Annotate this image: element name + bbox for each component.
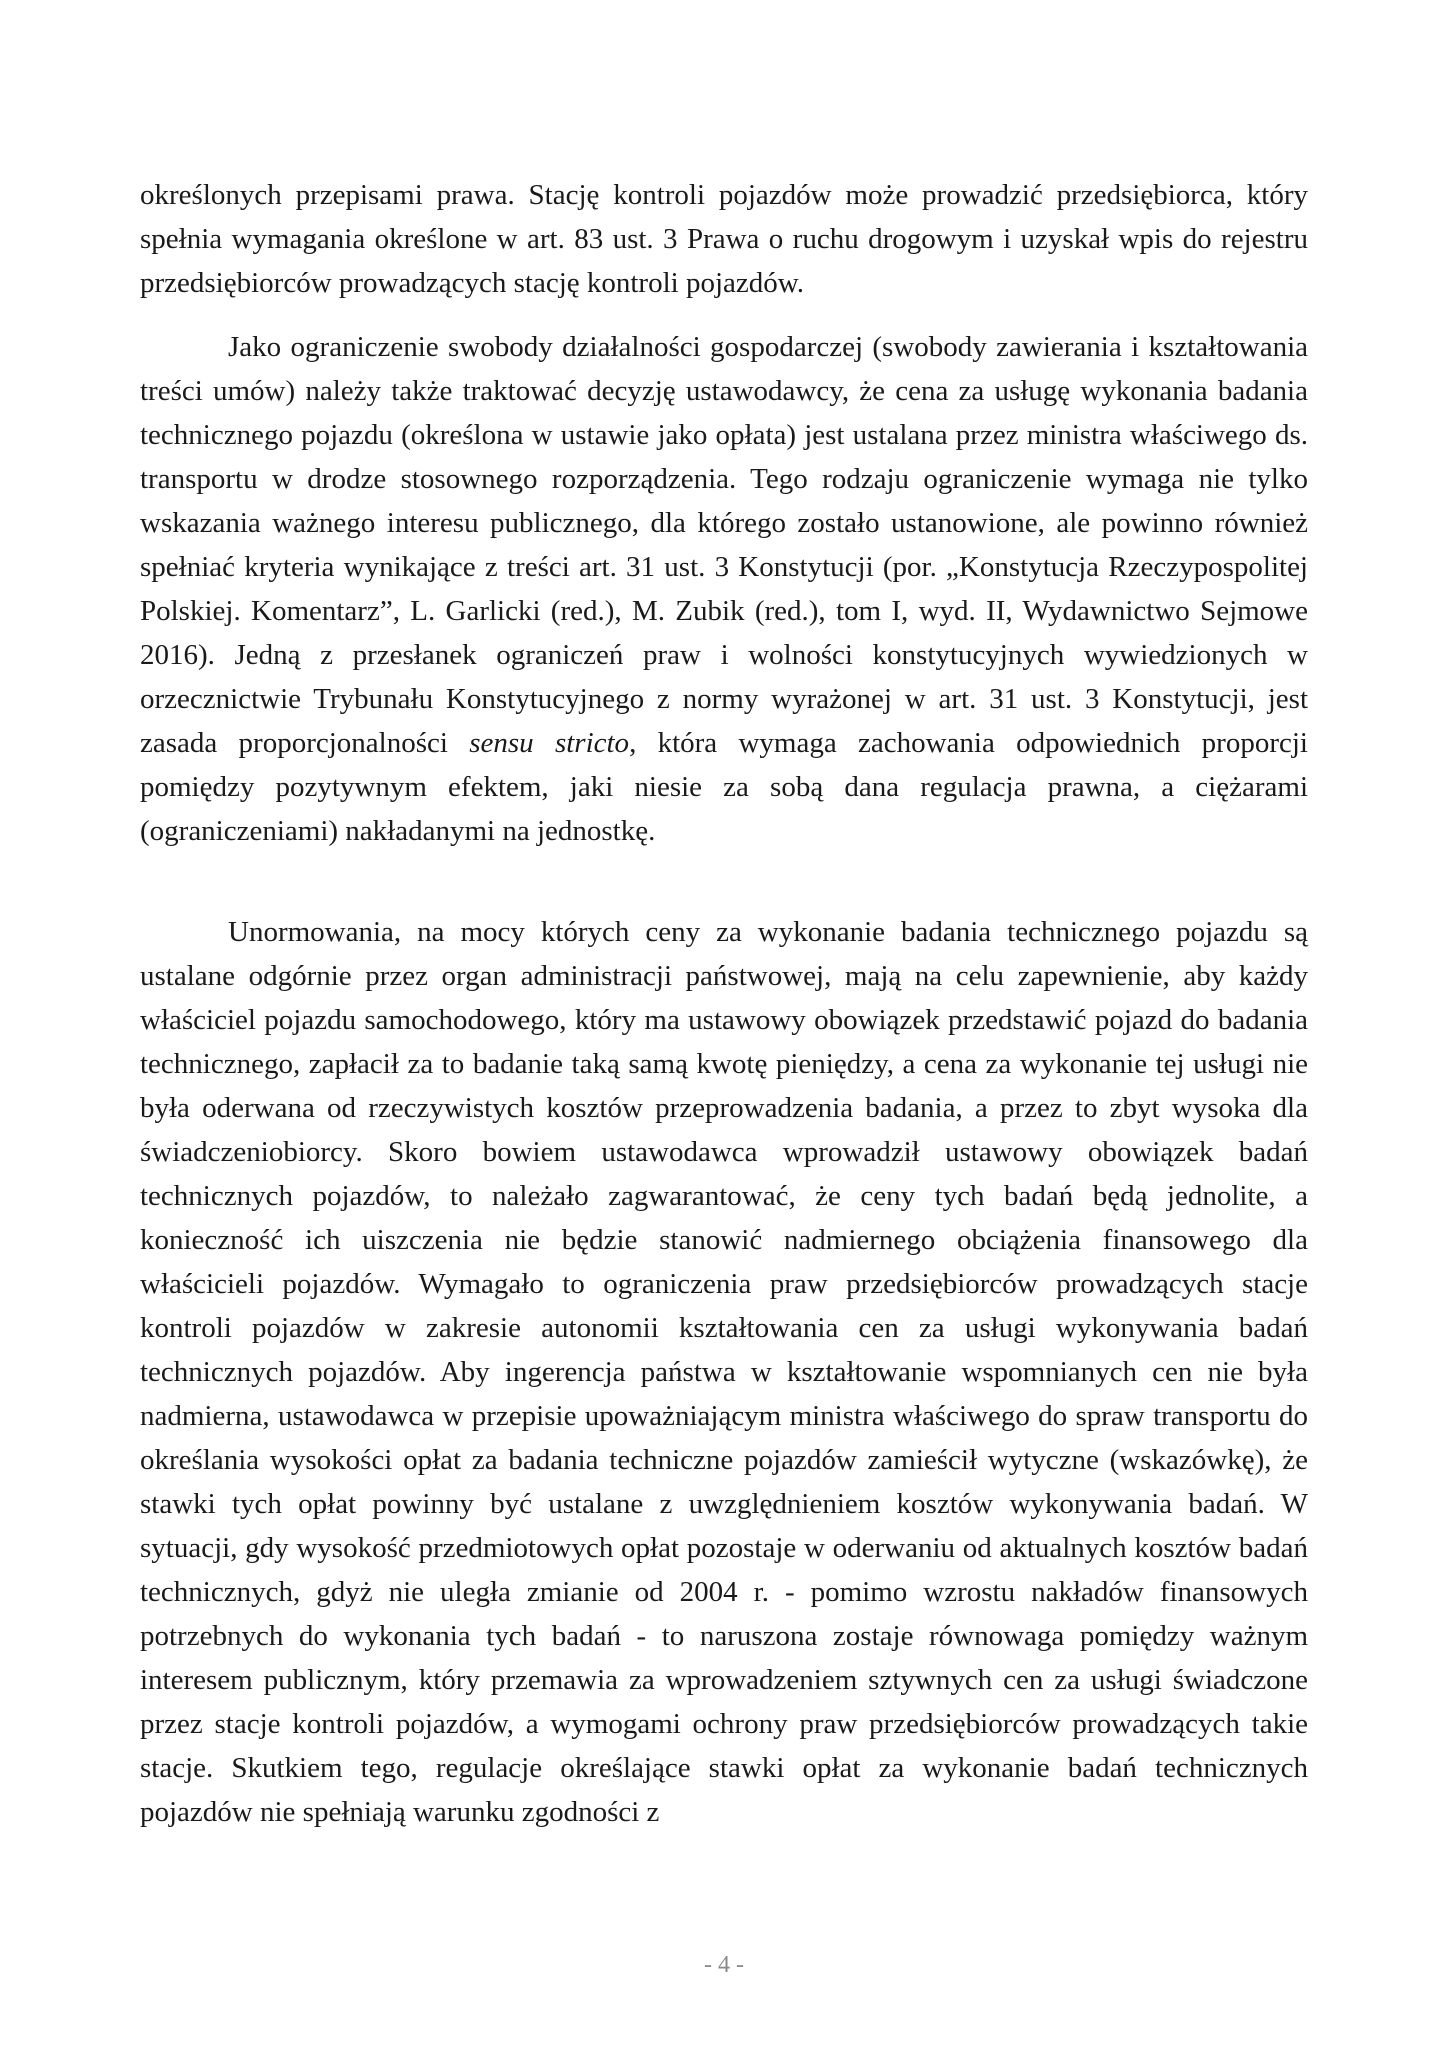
paragraph-1-text: określonych przepisami prawa. Stację kontroli pojazdów może prowadzić przedsiębiorca, który spełnia wymagania określone w art. 83 ust. 3 Prawa o ruchu drogowym i uzyskał wpis do rejestru przedsiębiorców prowadzących stację kontroli pojazdów. — [140, 179, 1308, 299]
paragraph-2-text — [140, 325, 1308, 853]
paragraph-3 — [140, 910, 1308, 1834]
paragraph-2-text-end: , która wymaga zachowania odpowiednich proporcji pomiędzy pozytywnym efektem, jaki niesie za sobą dana regulacja prawna, a ciężarami (ograniczeniami) nakładanymi na jednostkę. — [140, 727, 1308, 847]
paragraph-2 — [140, 325, 1308, 853]
paragraph-2-text-start: Jako ograniczenie swobody działalności gospodarczej (swobody zawierania i kształtowania treści umów) należy także traktować decyzję ustawodawcy, że cena za usługę wykonania badania technicznego pojazdu (określona w ustawie jako opłata) jest ustalana przez ministra właściwego ds. transportu w drodze stosownego rozporządzenia. Tego rodzaju ograniczenie wymaga nie tylko wskazania ważnego interesu publicznego, dla którego zostało ustanowione, ale powinno również spełniać kryteria wynikające z treści art. 31 ust. 3 Konstytucji (por. „Konstytucja Rzeczypospolitej Polskiej. Komentarz”, L. Garlicki (red.), M. Zubik (red.), tom I, wyd. II, Wydawnictwo Sejmowe 2016). Jedną z przesłanek ograniczeń praw i wolności konstytucyjnych wywiedzionych w orzecznictwie Trybunału Konstytucyjnego z normy wyrażonej w art. 31 ust. 3 Konstytucji, jest zasada proporcjonalności — [140, 331, 1308, 759]
paragraph-3-text: Unormowania, na mocy których ceny za wykonanie badania technicznego pojazdu są ustalane odgórnie przez organ administracji państwowej, mają na celu zapewnienie, aby każdy właściciel pojazdu samochodowego, który ma ustawowy obowiązek przedstawić pojazd do badania technicznego, zapłacił za to badanie taką samą kwotę pieniędzy, a cena za wykonanie tej usługi nie była oderwana od rzeczywistych kosztów przeprowadzenia badania, a przez to zbyt wysoka dla świadczeniobiorcy. Skoro bowiem ustawodawca wprowadził ustawowy obowiązek badań technicznych pojazdów, to należało zagwarantować, że ceny tych badań będą jednolite, a konieczność ich uiszczenia nie będzie stanowić nadmiernego obciążenia finansowego dla właścicieli pojazdów. Wymagało to ograniczenia praw przedsiębiorców prowadzących stacje kontroli pojazdów w zakresie autonomii kształtowania cen za usługi wykonywania badań technicznych pojazdów. Aby ingerencja państwa w kształtowanie wspomnianych cen nie była nadmierna, ustawodawca w przepisie upoważniającym ministra właściwego do spraw transportu do określania wysokości opłat za badania techniczne pojazdów zamieścił wytyczne (wskazówkę), że stawki tych opłat powinny być ustalane z uwzględnieniem kosztów wykonywania badań. W sytuacji, gdy wysokość przedmiotowych opłat pozostaje w oderwaniu od aktualnych kosztów badań technicznych, gdyż nie uległa zmianie od 2004 r. - pomimo wzrostu nakładów finansowych potrzebnych do wykonania tych badań - to naruszona zostaje równowaga pomiędzy ważnym interesem publicznym, który przemawia za wprowadzeniem sztywnych cen za usługi świadczone przez stacje kontroli pojazdów, a wymogami ochrony praw przedsiębiorców prowadzących takie stacje. Skutkiem tego, regulacje określające stawki opłat za wykonanie badań technicznych pojazdów nie spełniają warunku zgodności z — [140, 916, 1308, 1828]
page-number: - 4 - — [704, 1952, 744, 1978]
paragraph-1 — [140, 173, 1308, 305]
paragraph-2-italic-term: sensu stricto — [469, 727, 630, 759]
